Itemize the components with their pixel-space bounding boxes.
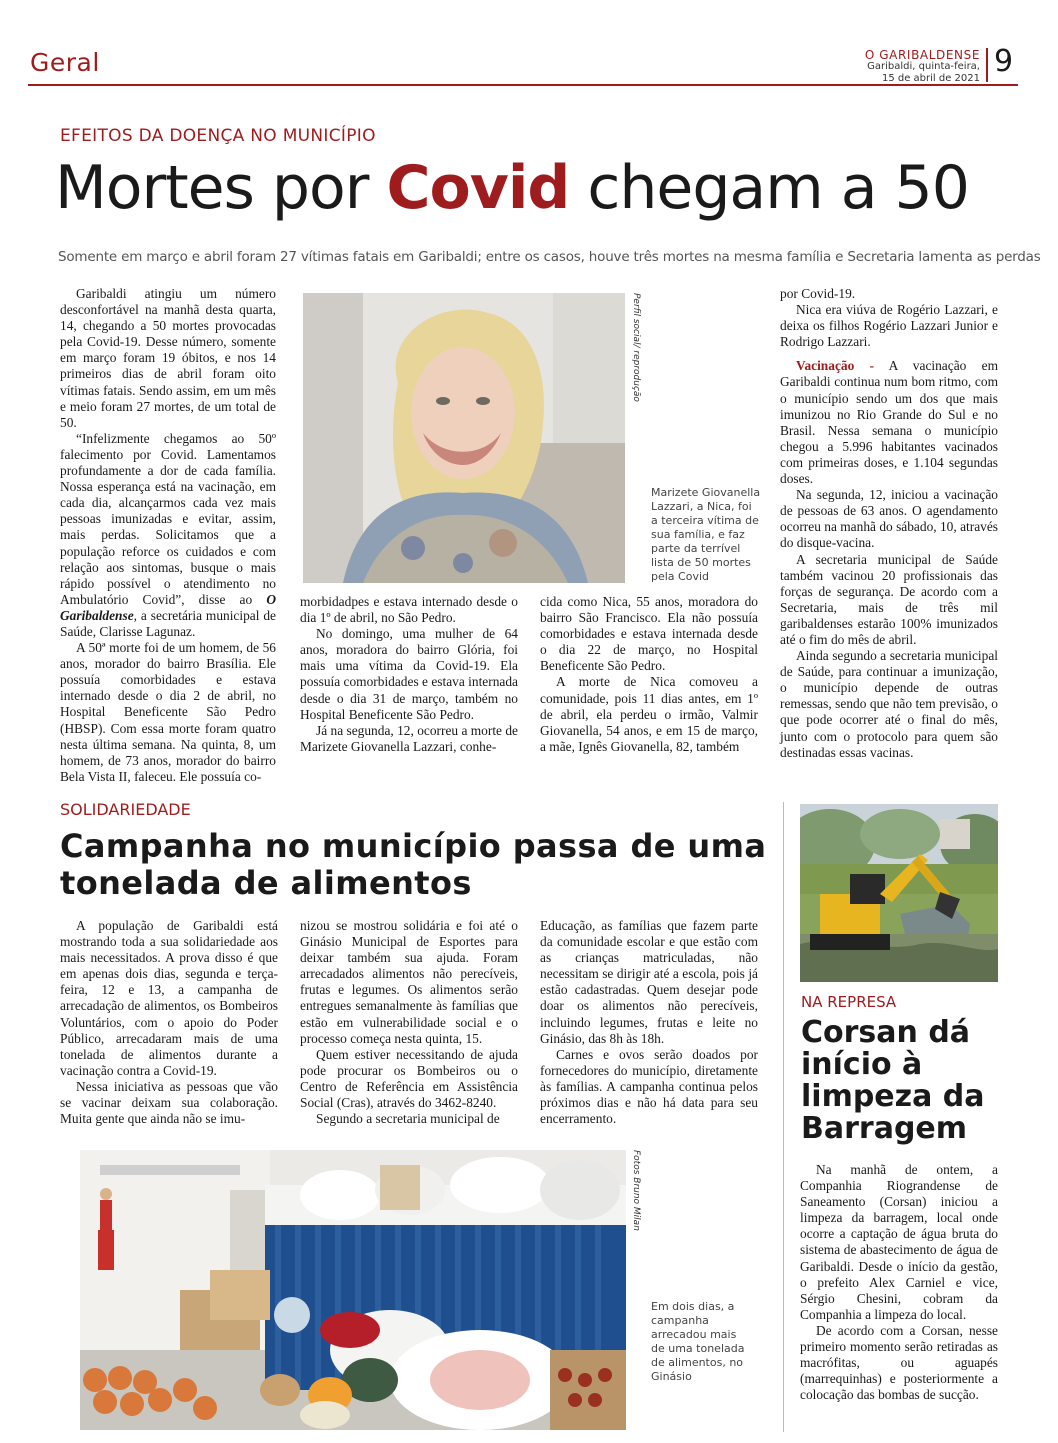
paragraph: Na segunda, 12, iniciou a vacinação de pessoas de 63 anos. O agendamento ocorreu na manhã do sábado, 10, através do disque-vacina. bbox=[780, 487, 998, 551]
paragraph: Já na segunda, 12, ocorreu a morte de Marizete Giovanella Lazzari, conhe- bbox=[300, 722, 518, 754]
headline-highlight: Covid bbox=[386, 153, 570, 223]
paragraph: Nica era viúva de Rogério Lazzari, e deixa os filhos Rogério Lazzari Junior e Rodrigo Lazzari. bbox=[780, 302, 998, 350]
header-meta bbox=[865, 49, 980, 85]
date-line-2: 15 de abril de 2021 bbox=[881, 73, 980, 84]
vaccination-text: A vacinação em Garibaldi continua num bom ritmo, com o município sendo um dos que mais imunizou no Rio Grande do Sul e no Brasil. Nessa semana o município chegou a 5.996 habitantes vacinados com primeiras doses, e 1.104 segundas doses. bbox=[780, 358, 998, 487]
main-article-column-2 bbox=[300, 594, 518, 755]
quote-text: “Infelizmente chegamos ao 50º falecimento por Covid. Lamentamos profundamente a dor de cada família. Nossa esperança está na vacinação, em cada dia, alcançarmos cada vez mais pessoas imunizadas e evitar, assim, mais perdas. Solicitamos que a população reforce os cuidados e com relação aos sintomas, busque o mais rápido possível o atendimento no Ambulatório Covid”, disse ao bbox=[60, 430, 276, 607]
headline-part-2: chegam a 50 bbox=[569, 153, 969, 223]
excavator-illustration bbox=[800, 804, 998, 982]
food-donation-illustration bbox=[80, 1150, 626, 1430]
solidarity-column-3 bbox=[540, 918, 758, 1127]
paragraph: morbidadpes e estava internado desde o dia 1º de abril, no São Pedro. bbox=[300, 594, 518, 626]
paragraph: A população de Garibaldi está mostrando toda a sua solidariedade aos mais necessitados. A prova disso é que em apenas dois dias, segunda e terça-feira, 12 e 13, a campanha de arrecadação de alimentos, os Bombeiros Voluntários, com o apoio do Poder Público, arrecadaram mais de uma tonelada de alimentos durante a vacinação contra a Covid-19. bbox=[60, 918, 278, 1078]
paragraph: No domingo, uma mulher de 64 anos, moradora do bairro Glória, foi mais uma vítima da Covid-19. Ela possuía comorbidades e estava internada desde o dia 31 de março, também no Hospital Beneficente São Pedro. bbox=[300, 626, 518, 722]
food-donation-photo bbox=[80, 1150, 626, 1430]
paragraph: Na manhã de ontem, a Companhia Riograndense de Saneamento (Corsan) iniciou a limpeza da barragem, local onde ocorre a captação de água bruta do sistema de abastecimento de água de Garibaldi. Desde o início da gestão, o prefeito Alex Carniel e vice, Sérgio Chesini, cobram da Companhia a limpeza do local. bbox=[800, 1162, 998, 1322]
paragraph: Ainda segundo a secretaria municipal de Saúde, para continuar a imunização, o município depende de outras remessas, sendo que não tem previsão, o que pode ocorrer até o final do mês, junto com o protocolo para quem são destinadas essas vacinas. bbox=[780, 648, 998, 760]
photo-caption: Em dois dias, a campanha arrecadou mais de uma tonelada de alimentos, no Ginásio bbox=[651, 1300, 745, 1383]
photo-credit: Perfil social/ reprodução bbox=[631, 293, 641, 402]
paragraph: A morte de Nica comoveu a comunidade, pois 11 dias antes, em 1º de abril, ela perdeu o irmão, Valmir Giovanella, 54 anos, e em 15 de março, a mãe, Ignês Giovanella, 82, também bbox=[540, 674, 758, 754]
main-article-column-3 bbox=[540, 594, 758, 755]
sidebar-column bbox=[800, 1162, 998, 1403]
paragraph: por Covid-19. bbox=[780, 286, 856, 301]
date-line-1: Garibaldi, quinta-feira, bbox=[867, 61, 980, 72]
paragraph: A 50ª morte foi de um homem, de 56 anos, morador do bairro Brasília. Ele possuía comorbidades e estava internado desde o dia 2 de abril, no Hospital Beneficente São Pedro (HBSP). Com essa morte foram quatro nesta última semana. Na quinta, 8, um homem, de 73 anos, morador do bairro Bela Vista II, faleceu. Ele possuía co- bbox=[60, 640, 276, 784]
solidarity-kicker: SOLIDARIEDADE bbox=[60, 800, 191, 819]
quote-attribution: , a secretária municipal de Saúde, Clarisse Lagunaz. bbox=[60, 607, 276, 639]
main-article-headline bbox=[55, 148, 1015, 228]
sidebar-kicker: NA REPRESA bbox=[801, 993, 897, 1011]
solidarity-column-2 bbox=[300, 918, 518, 1127]
paragraph: Nessa iniciativa as pessoas que vão se vacinar deixam sua colaboração. Muita gente que ainda não se imu- bbox=[60, 1078, 278, 1127]
excavator-photo bbox=[800, 804, 998, 982]
paragraph: Educação, as famílias que fazem parte da comunidade escolar e que estão com as crianças matriculadas, não necessitam se dirigir até a escola, pois já estão cadastradas. Quem desejar pode doar os alimentos não perecíveis, incluindo legumes, frutas e leite no Ginásio, das 8h às 18h. bbox=[540, 918, 758, 1046]
paragraph: Segundo a secretaria municipal de bbox=[316, 1111, 500, 1127]
sidebar-divider bbox=[783, 802, 784, 1432]
paragraph: Garibaldi atingiu um número desconfortável na manhã desta quarta, 14, chegando a 50 mortes provocadas pela Covid-19. Desse número, somente em março foram 19 óbitos, e nos 14 primeiros dias de abril foram oito vítimas fatais. Sendo assim, em um mês e meio foram 27 mortes, de um total de 50. bbox=[60, 286, 276, 430]
sidebar-headline: Corsan dá início à limpeza da Barragem bbox=[801, 1015, 985, 1146]
section-title bbox=[30, 48, 100, 77]
paragraph: nizou se mostrou solidária e foi até o Ginásio Municipal de Esportes para deixar também sua ajuda. Foram arrecadados alimentos não perecíveis, frutas e legumes. Os alimentos serão entregues semanalmente às famílias que estão em vulnerabilidade social e o processo começa nesta quinta, 15. bbox=[300, 918, 518, 1046]
portrait-illustration bbox=[303, 293, 625, 583]
photo-credit: Fotos Bruno Milan bbox=[631, 1150, 641, 1231]
portrait-photo bbox=[303, 293, 625, 583]
paper-name: O GARIBALDENSE bbox=[864, 48, 980, 62]
solidarity-headline: Campanha no município passa de uma tonelada de alimentos bbox=[60, 827, 767, 902]
paragraph: cida como Nica, 55 anos, moradora do bairro São Francisco. Ela não possuía comorbidades e estava internada desde o dia 22 de março, no Hospital Beneficente São Pedro. bbox=[540, 594, 758, 674]
main-article-column-4 bbox=[780, 286, 998, 761]
section-title-text: Geral bbox=[30, 48, 100, 77]
main-article-column-1 bbox=[60, 286, 276, 785]
main-article-kicker: EFEITOS DA DOENÇA NO MUNICÍPIO bbox=[60, 126, 376, 146]
page-number-separator bbox=[986, 48, 988, 82]
paragraph bbox=[60, 431, 276, 640]
headline-part-1: Mortes por bbox=[55, 153, 387, 223]
vaccination-subhead: Vacinação - bbox=[796, 358, 875, 374]
page-number: 9 bbox=[994, 44, 1014, 79]
paragraph bbox=[780, 358, 998, 487]
paragraph: Quem estiver necessitando de ajuda pode procurar os Bombeiros ou o Centro de Referência em Assistência Social (Cras), através do 3462-8240. bbox=[300, 1046, 518, 1111]
paragraph: Carnes e ovos serão doados por fornecedores do município, diretamente às famílias. A campanha continua pelos próximos dias e não há data para seu encerramento. bbox=[540, 1046, 758, 1127]
solidarity-column-1 bbox=[60, 918, 278, 1127]
main-article-subhead: Somente em março e abril foram 27 vítimas fatais em Garibaldi; entre os casos, houve três mortes na mesma família e Secretaria lamenta as perdas bbox=[58, 249, 1041, 265]
newspaper-name: O Garibaldense bbox=[60, 591, 276, 623]
paragraph: A secretaria municipal de Saúde também vacinou 20 profissionais das forças de segurança. De acordo com a Secretaria, mais de três mil garibaldenses estarão 100% imunizados até o fim do mês de abril. bbox=[780, 551, 998, 647]
photo-caption: Marizete Giovanella Lazzari, a Nica, foi a terceira vítima de sua família, e faz parte da terrível lista de 50 mortes pela Covid bbox=[651, 486, 761, 583]
paragraph: De acordo com a Corsan, nesse primeiro momento serão retiradas as macrófitas, ou aguapés (marrequinhas) e posteriormente a colocação das bombas de sucção. bbox=[800, 1322, 998, 1403]
